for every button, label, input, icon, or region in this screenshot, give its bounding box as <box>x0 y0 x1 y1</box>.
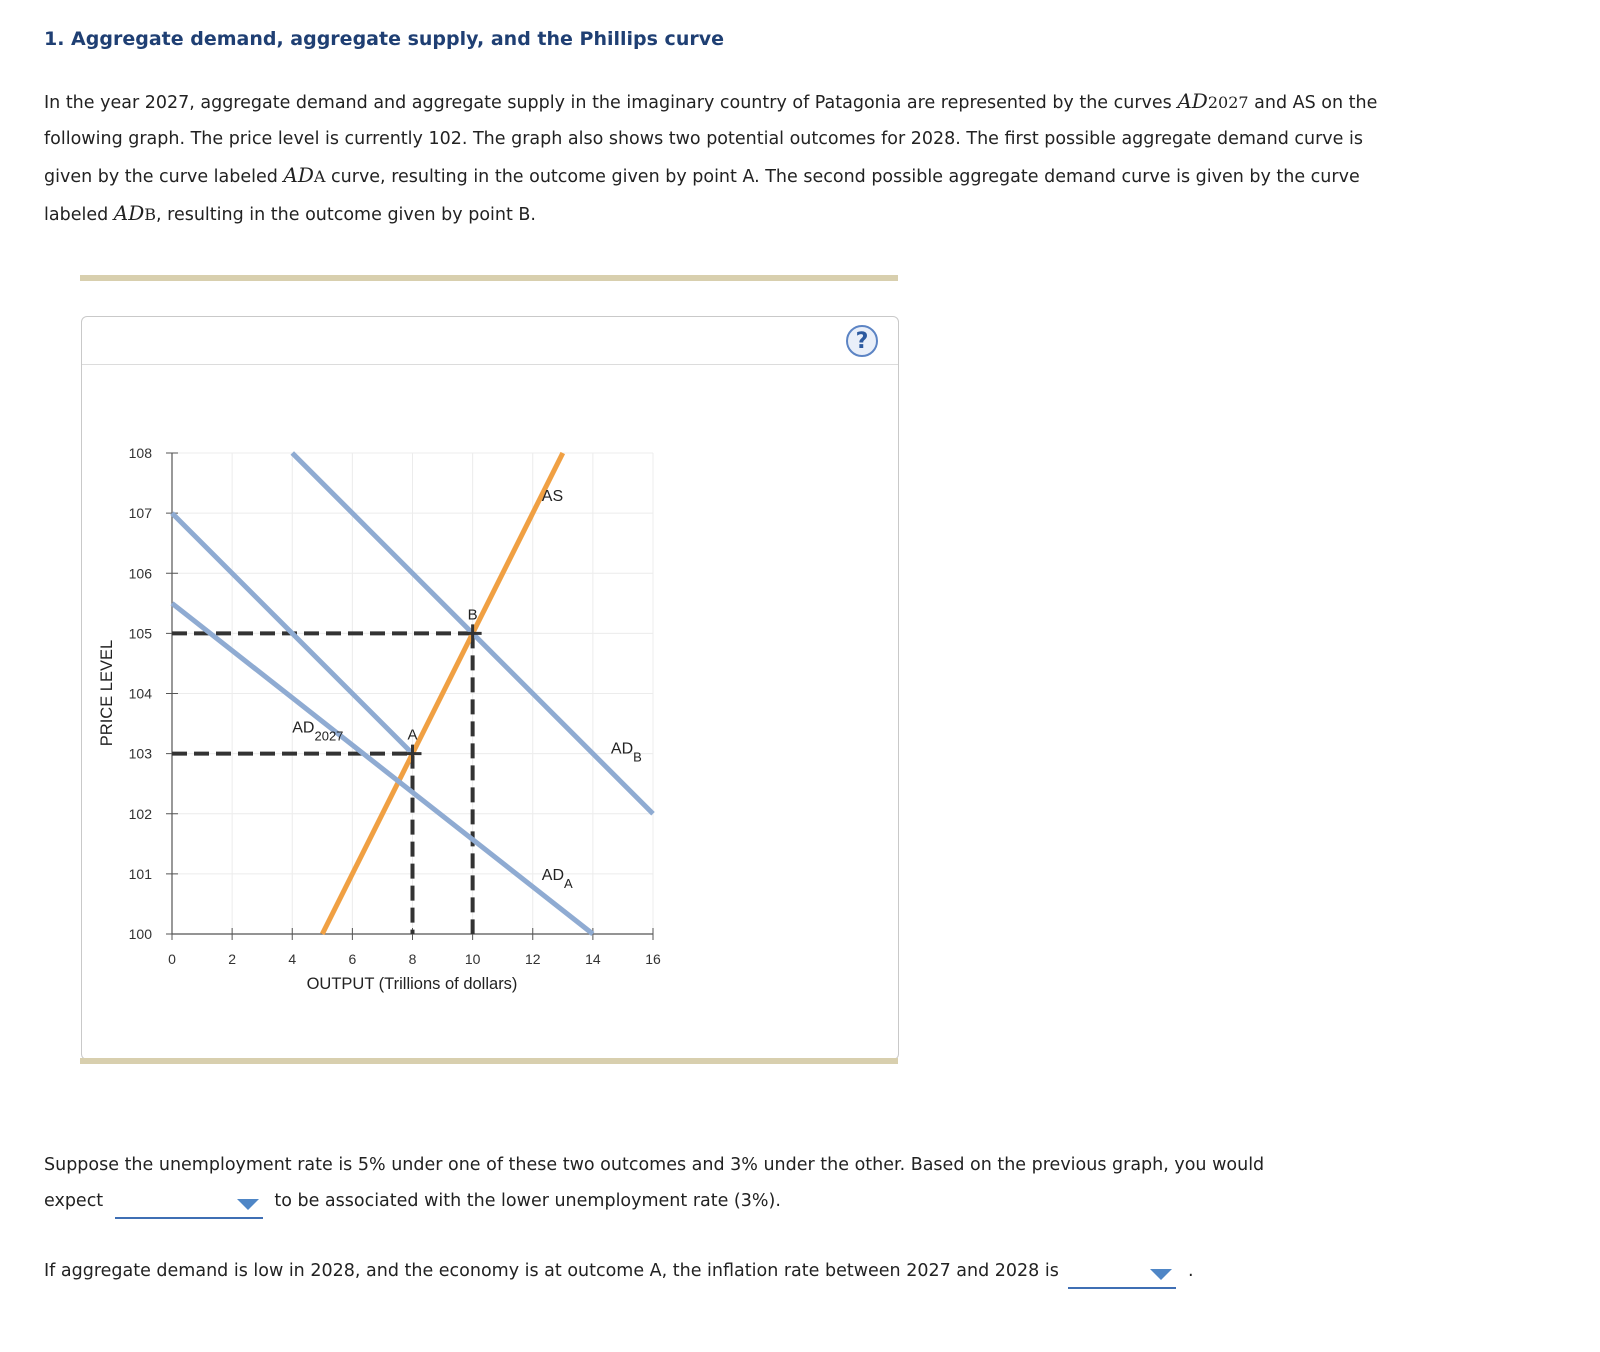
dashed-guides <box>172 633 473 934</box>
x-axis-title: OUTPUT (Trillions of dollars) <box>306 975 518 993</box>
y-tick-label: 100 <box>128 926 152 942</box>
outcome-dropdown[interactable] <box>115 1191 263 1219</box>
y-tick-label: 102 <box>128 805 152 822</box>
chart-grid <box>172 453 653 934</box>
inflation-rate-dropdown[interactable] <box>1068 1261 1176 1289</box>
x-tick-label: 2 <box>228 951 237 967</box>
x-tick-label: 12 <box>524 951 541 967</box>
y-tick-label: 104 <box>128 685 152 702</box>
x-tick-label: 6 <box>348 951 357 967</box>
curve-label-adb: $AD_B$ <box>610 740 642 765</box>
x-tick-label: 16 <box>645 951 661 967</box>
y-tick-label: 105 <box>128 625 152 642</box>
help-icon[interactable]: ? <box>846 325 878 357</box>
x-tick-label: 14 <box>585 951 601 967</box>
question2: If aggregate demand is low in 2028, and the economy is at outcome A, the inflation rate between 2027 and 2028 is . <box>44 1253 1194 1289</box>
curve-ada <box>172 603 593 934</box>
x-tick-label: 0 <box>168 951 176 967</box>
point-label: A <box>407 726 418 744</box>
x-tick-label: 8 <box>408 951 417 967</box>
ad2027-math: AD <box>1177 89 1208 113</box>
chart-axes <box>166 453 653 940</box>
x-tick-label: 4 <box>288 951 297 967</box>
adb-math: AD <box>113 201 145 225</box>
x-tick-label: 10 <box>464 951 481 967</box>
curve-label-ad2027: $AD_{2027}$ <box>292 719 344 744</box>
intro-paragraph: In the year 2027, aggregate demand and aggregate supply in the imaginary country of Patagonia are represented by the curves AD2027 and AS on the following graph. The price level is currently 102. The graph also shows two potential outcomes for 2028. The first possible aggregate demand curve is given by the curve labeled ADA curve, resulting in the outcome given by point A. The second possible aggregate demand curve is given by the curve labeled ADB, resulting in the outcome given by point B. <box>44 89 1378 225</box>
curve-label-ada: $AD_A$ <box>541 866 573 891</box>
chevron-down-icon <box>1150 1269 1172 1280</box>
y-tick-label: 101 <box>128 865 152 882</box>
y-tick-label: 106 <box>128 565 152 582</box>
y-tick-label: 108 <box>128 445 152 461</box>
ada-math: AD <box>283 163 314 187</box>
chevron-down-icon <box>237 1199 259 1210</box>
y-tick-label: 107 <box>128 505 152 522</box>
question1: Suppose the unemployment rate is 5% under one of these two outcomes and 3% under the other. Based on the previous graph, you would expect to be associated with the lower unemployment rate (3%). <box>44 1147 1404 1219</box>
y-axis-title: PRICE LEVEL <box>98 639 116 747</box>
y-tick-label: 103 <box>128 745 152 762</box>
bottom-divider <box>80 1058 898 1064</box>
curve-label-as: AS <box>541 488 564 506</box>
question-title: 1. Aggregate demand, aggregate supply, and the Phillips curve <box>44 28 724 50</box>
point-label: B <box>467 606 478 624</box>
